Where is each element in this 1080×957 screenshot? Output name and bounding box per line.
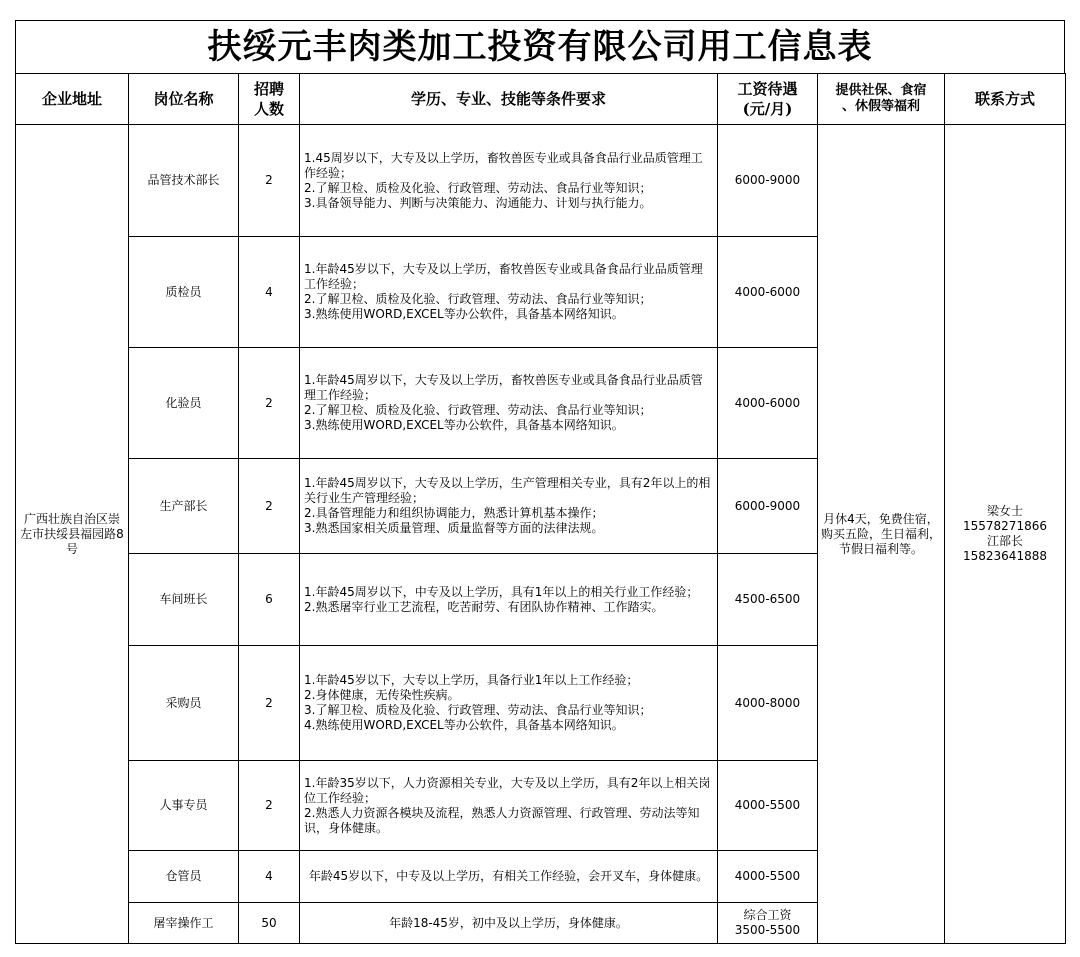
contact-phone-1: 15578271866 [963, 519, 1047, 533]
hire-count: 2 [239, 646, 300, 761]
requirements-cell [300, 851, 718, 903]
contact-phone-2: 15823641888 [963, 549, 1047, 563]
requirement-line: 3.具备领导能力、判断与决策能力、沟通能力、计划与执行能力。 [304, 195, 652, 210]
position-name: 品管技术部长 [129, 125, 239, 237]
position-name: 质检员 [129, 237, 239, 348]
requirement-line: 1.年龄45岁以下，大专及以上学历，畜牧兽医专业或具备食品行业品质管理工作经验； [304, 262, 703, 291]
header-salary-line2: (元/月) [742, 100, 793, 118]
header-welfare-line2: 、休假等福利 [841, 99, 920, 114]
hire-count: 2 [239, 348, 300, 459]
salary-range: 4000-6000 [718, 237, 818, 348]
requirement-line: 3.熟悉国家相关质量管理、质量监督等方面的法律法规。 [304, 521, 604, 535]
requirement-line: 2.熟悉人力资源各模块及流程，熟悉人力资源管理、行政管理、劳动法等知识，身体健康。 [304, 805, 700, 835]
hire-count: 4 [239, 237, 300, 348]
requirement-line: 1.年龄35岁以下，人力资源相关专业，大专及以上学历，具有2年以上相关岗位工作经验； [304, 775, 711, 805]
header-contact: 联系方式 [945, 74, 1066, 125]
requirement-line: 1.年龄45岁以下，大专以上学历，具备行业1年以上工作经验； [304, 673, 639, 687]
position-name: 屠宰操作工 [129, 903, 239, 944]
requirement-line: 2.了解卫检、质检及化验、行政管理、劳动法、食品行业等知识； [304, 292, 652, 306]
hire-count: 50 [239, 903, 300, 944]
requirement-line: 2.熟悉屠宰行业工艺流程，吃苦耐劳、有团队协作精神、工作踏实。 [304, 599, 664, 614]
position-name: 采购员 [129, 646, 239, 761]
requirement-line: 2.了解卫检、质检及化验、行政管理、劳动法、食品行业等知识； [304, 180, 652, 195]
requirements-cell [300, 348, 718, 459]
header-requirements: 学历、专业、技能等条件要求 [300, 74, 718, 125]
requirement-line: 1.年龄45周岁以下，大专及以上学历，生产管理相关专业，具有2年以上的相关行业生产管理经验； [304, 476, 711, 505]
requirements-cell [300, 125, 718, 237]
requirement-line: 3.熟练使用WORD,EXCEL等办公软件，具备基本网络知识。 [304, 307, 624, 321]
requirements-cell [300, 646, 718, 761]
salary-range: 4500-6500 [718, 554, 818, 646]
requirements-cell [300, 903, 718, 944]
requirement-line: 3.了解卫检、质检及化验、行政管理、劳动法、食品行业等知识； [304, 703, 652, 717]
requirement-line: 1.年龄45周岁以下，大专及以上学历，畜牧兽医专业或具备食品行业品质管理工作经验； [304, 373, 703, 402]
requirements-cell [300, 459, 718, 554]
header-position: 岗位名称 [129, 74, 239, 125]
hire-count: 2 [239, 459, 300, 554]
requirement-line: 2.身体健康，无传染性疾病。 [304, 688, 460, 702]
position-name: 仓管员 [129, 851, 239, 903]
header-salary-line1: 工资待遇 [737, 80, 798, 98]
salary-range [718, 903, 818, 944]
requirement-line: 2.具备管理能力和组织协调能力，熟悉计算机基本操作； [304, 506, 604, 520]
company-address: 广西壮族自治区崇左市扶绥县福园路8号 [16, 125, 129, 944]
salary-value: 3500-5500 [734, 923, 801, 937]
salary-range: 4000-5500 [718, 851, 818, 903]
requirement-line: 3.熟练使用WORD,EXCEL等办公软件，具备基本网络知识。 [304, 418, 624, 432]
requirement-line: 年龄45岁以下，中专及以上学历，有相关工作经验，会开叉车，身体健康。 [308, 869, 709, 883]
hire-count: 4 [239, 851, 300, 903]
requirement-line: 1.年龄45周岁以下，中专及以上学历，具有1年以上的相关行业工作经验； [304, 584, 699, 599]
requirements-cell [300, 237, 718, 348]
position-name: 人事专员 [129, 761, 239, 851]
requirement-line: 年龄18-45岁，初中及以上学历，身体健康。 [389, 915, 628, 930]
header-count-line1: 招聘 [253, 80, 284, 98]
recruitment-table-sheet [15, 20, 1065, 944]
salary-range: 6000-9000 [718, 125, 818, 237]
header-address: 企业地址 [16, 74, 129, 125]
header-welfare-line1: 提供社保、食宿 [835, 83, 927, 98]
requirements-cell [300, 554, 718, 646]
header-salary [718, 74, 818, 125]
requirement-line: 2.了解卫检、质检及化验、行政管理、劳动法、食品行业等知识； [304, 403, 652, 417]
contact-name-1: 梁女士 [986, 504, 1023, 518]
salary-range: 6000-9000 [718, 459, 818, 554]
requirement-line: 1.45周岁以下，大专及以上学历，畜牧兽医专业或具备食品行业品质管理工作经验； [304, 150, 703, 180]
welfare-benefits: 月休4天，免费住宿，购买五险，生日福利，节假日福利等。 [818, 125, 945, 944]
salary-label: 综合工资 [743, 908, 792, 922]
recruitment-table [15, 73, 1066, 944]
table-row [16, 125, 1066, 237]
position-name: 车间班长 [129, 554, 239, 646]
hire-count: 2 [239, 125, 300, 237]
table-header-row [16, 74, 1066, 125]
position-name: 生产部长 [129, 459, 239, 554]
salary-range: 4000-8000 [718, 646, 818, 761]
header-count-line2: 人数 [253, 100, 284, 118]
salary-range: 4000-5500 [718, 761, 818, 851]
page-title: 扶绥元丰肉类加工投资有限公司用工信息表 [15, 20, 1065, 73]
requirement-line: 4.熟练使用WORD,EXCEL等办公软件，具备基本网络知识。 [304, 718, 624, 732]
hire-count: 2 [239, 761, 300, 851]
header-welfare [818, 74, 945, 125]
hire-count: 6 [239, 554, 300, 646]
contact-info [945, 125, 1066, 944]
contact-name-2: 江部长 [986, 534, 1023, 548]
requirements-cell [300, 761, 718, 851]
salary-range: 4000-6000 [718, 348, 818, 459]
position-name: 化验员 [129, 348, 239, 459]
header-count [239, 74, 300, 125]
